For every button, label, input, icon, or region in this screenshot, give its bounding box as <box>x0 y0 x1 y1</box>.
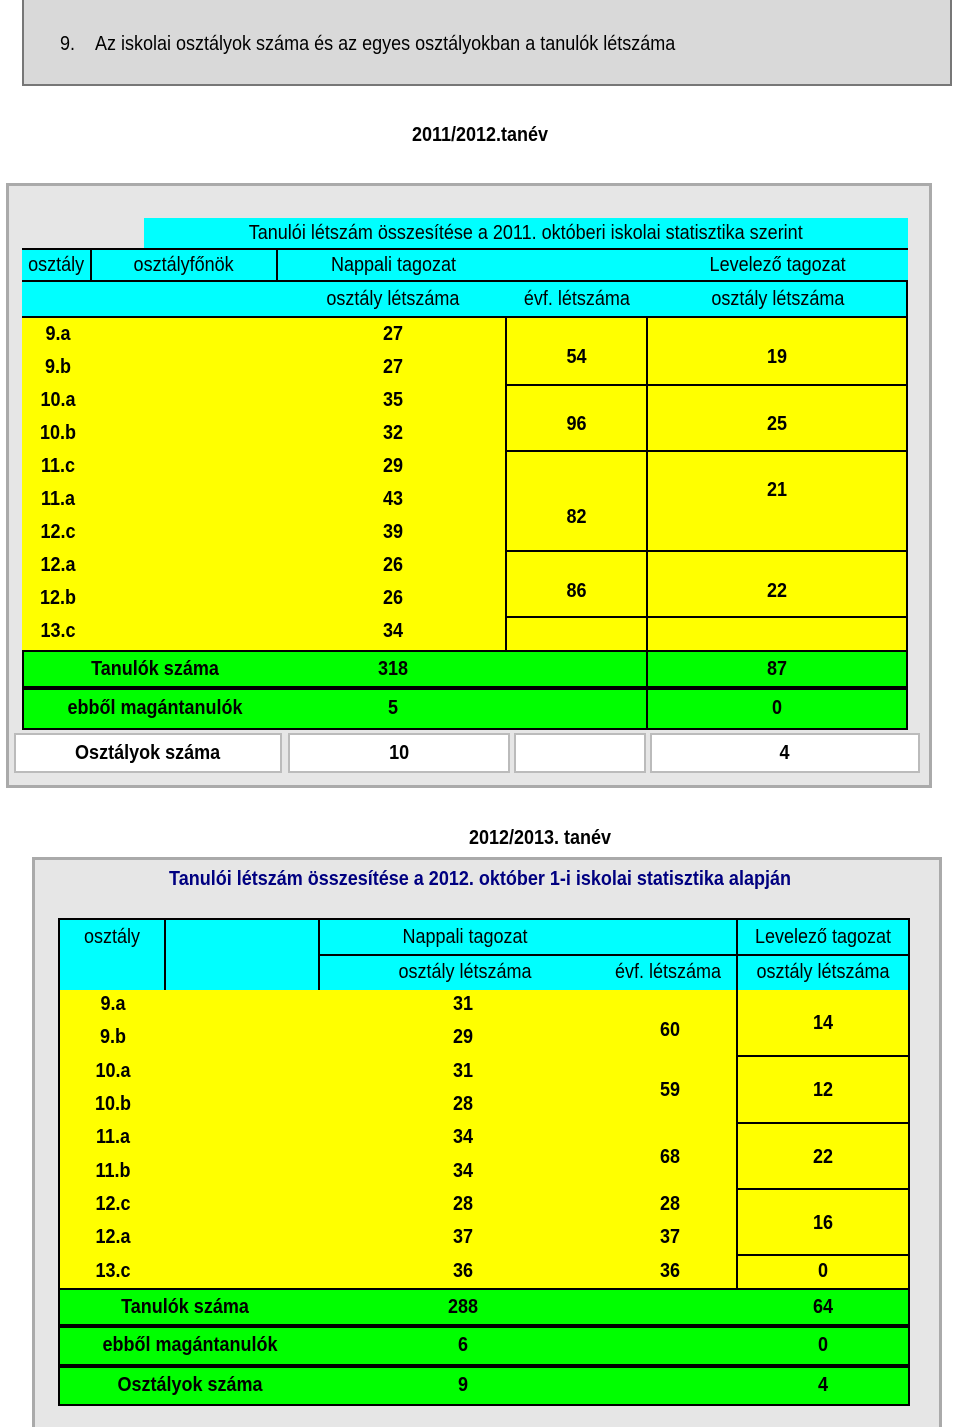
t1-osztalyok-l: 4 <box>779 741 791 764</box>
t2-evf-value: 28 <box>659 1193 681 1215</box>
t1-osztalyok-n: 10 <box>388 741 410 764</box>
t1-class-count: 26 <box>382 587 404 609</box>
t2-h-osztaly: osztály <box>83 925 141 948</box>
t2-h-nappali: Nappali tagozat <box>402 925 528 948</box>
t1-class-label: 9.a <box>45 323 71 345</box>
t1-tanulok-n: 318 <box>377 657 409 680</box>
t1-h-evf-letszam: évf. létszáma <box>523 287 630 310</box>
t1-h-lev-letszam: osztály létszáma <box>711 287 845 310</box>
t1-magan-label: ebből magántanulók <box>67 696 243 719</box>
t1-osztalyok-n-cell <box>288 733 510 773</box>
t1-vline-evf <box>505 318 507 650</box>
header-title: Az iskolai osztályok száma és az egyes osztályokban a tanulók létszáma <box>95 33 676 55</box>
t1-lev-value: 19 <box>766 346 788 368</box>
t2-lev-value: 0 <box>817 1260 829 1282</box>
t1-class-count: 27 <box>382 323 404 345</box>
t2-class-col <box>58 988 168 1288</box>
t2-class-count: 34 <box>452 1126 474 1149</box>
t1-class-count: 34 <box>382 620 404 642</box>
t1-hline-2 <box>505 450 908 452</box>
t2-h-levelezo: Levelező tagozat <box>754 925 892 948</box>
t1-class-label: 13.c <box>40 620 76 642</box>
t1-h-levelezo-cell <box>648 248 908 282</box>
t2-hline-h <box>318 954 910 956</box>
t2-count-col <box>410 988 516 1288</box>
t2-magan-l: 0 <box>817 1333 829 1356</box>
t2-osztalyok-n: 9 <box>457 1373 469 1396</box>
t1-h-ofo-cell <box>92 248 278 282</box>
t2-year: 2012/2013. tanév <box>468 827 612 849</box>
t2-magan-label: ebből magántanulók <box>102 1333 278 1356</box>
t2-vline-lev <box>736 990 738 1288</box>
t1-class-col <box>22 318 94 648</box>
t1-evf-value: 82 <box>566 506 587 528</box>
t1-class-count: 43 <box>382 488 404 510</box>
t2-evf-value: 36 <box>659 1260 681 1282</box>
t1-vline-lev <box>646 318 648 650</box>
t1-tanulok-l: 87 <box>766 657 788 680</box>
t2-tanulok-l: 64 <box>812 1295 834 1318</box>
t1-class-count: 39 <box>382 521 404 543</box>
t2-class-label: 9.a <box>100 993 126 1016</box>
t1-class-count: 29 <box>382 455 404 477</box>
t1-class-label: 10.a <box>40 389 76 411</box>
t2-class-count: 28 <box>452 1192 474 1215</box>
t2-hline-2 <box>736 1122 910 1124</box>
t1-magan-n: 5 <box>387 696 399 719</box>
t2-class-count: 28 <box>452 1093 474 1116</box>
t1-class-label: 10.b <box>39 422 77 444</box>
t2-h-evf-letszam: évf. létszáma <box>614 960 722 983</box>
t1-h-oszt-cell <box>278 282 508 316</box>
t1-class-count: 32 <box>382 422 404 444</box>
t1-hline-3 <box>505 550 908 552</box>
t1-osztalyok-empty-cell <box>514 733 646 773</box>
t1-h-osztaly-cell <box>22 248 92 282</box>
t1-h-evf-cell <box>505 282 648 316</box>
t1-year: 2011/2012.tanév <box>411 124 549 146</box>
t1-evf-value: 96 <box>566 413 587 435</box>
t2-tanulok-label: Tanulók száma <box>121 1295 249 1318</box>
t1-hline-4 <box>505 616 908 618</box>
t2-class-label: 13.c <box>95 1259 131 1282</box>
t2-class-label: 12.c <box>95 1192 131 1215</box>
t1-h-oszt-letszam: osztály létszáma <box>326 287 460 310</box>
t1-lev-value: 22 <box>766 580 788 602</box>
t1-count-col <box>340 318 446 648</box>
t2-class-count: 36 <box>452 1259 474 1282</box>
t1-vline-magan <box>646 688 648 730</box>
t2-h-lev-letszam: osztály létszáma <box>756 960 890 983</box>
t2-vline-h1 <box>164 918 166 990</box>
t1-evf-value: 86 <box>566 580 587 602</box>
t1-h-ofo: osztályfőnök <box>133 253 235 276</box>
t1-h-lev-cell <box>648 282 908 316</box>
t2-lev-value: 12 <box>812 1079 834 1101</box>
t1-class-label: 11.c <box>40 455 76 477</box>
t1-class-label: 12.b <box>39 587 77 609</box>
t2-class-label: 10.b <box>94 1093 132 1116</box>
t2-class-count: 37 <box>452 1226 474 1249</box>
t2-class-label: 12.a <box>95 1226 131 1249</box>
t1-lev-value: 21 <box>766 479 788 501</box>
header-number: 9. <box>60 33 76 55</box>
t1-h-osztaly: osztály <box>27 253 85 276</box>
t2-lev-value: 22 <box>812 1146 834 1168</box>
t2-lev-value: 14 <box>812 1012 834 1034</box>
t1-class-label: 12.a <box>40 554 76 576</box>
t2-class-count: 34 <box>452 1159 474 1182</box>
t1-class-count: 27 <box>382 356 404 378</box>
t1-evf-value: 54 <box>566 346 587 368</box>
t1-class-label: 9.b <box>44 356 72 378</box>
t2-class-count: 31 <box>452 993 474 1016</box>
t2-h-oszt-letszam: osztály létszáma <box>398 960 532 983</box>
t1-osztalyok-label: Osztályok száma <box>75 741 221 764</box>
t1-class-label: 12.c <box>40 521 76 543</box>
t2-class-label: 9.b <box>99 1026 127 1049</box>
t2-hline-3 <box>736 1188 910 1190</box>
t2-hline-1 <box>736 1055 910 1057</box>
t2-hline-4 <box>736 1254 910 1256</box>
t1-osztalyok-l-cell <box>650 733 920 773</box>
t2-evf-value: 59 <box>659 1079 681 1101</box>
t2-title: Tanulói létszám összesítése a 2012. október 1-i iskolai statisztika alapján <box>169 868 791 890</box>
t2-class-count: 29 <box>452 1026 474 1049</box>
t2-class-count: 31 <box>452 1059 474 1082</box>
t2-evf-value: 37 <box>659 1226 681 1248</box>
t1-title: Tanulói létszám összesítése a 2011. októberi iskolai statisztika szerint <box>249 221 803 244</box>
t1-lev-value: 25 <box>766 413 788 435</box>
t1-class-label: 11.a <box>40 488 76 510</box>
t1-class-count: 26 <box>382 554 404 576</box>
t1-h-nappali-cell <box>278 248 508 282</box>
t2-class-label: 11.b <box>95 1159 131 1182</box>
t1-class-count: 35 <box>382 389 404 411</box>
t2-lev-value: 16 <box>812 1212 834 1234</box>
t2-tanulok-n: 288 <box>447 1295 479 1318</box>
t1-tanulok-label: Tanulók száma <box>91 657 219 680</box>
t1-title-row <box>144 218 908 248</box>
t2-class-label: 11.a <box>95 1126 131 1149</box>
t1-h-nappali: Nappali tagozat <box>330 253 456 276</box>
t2-evf-value: 68 <box>659 1146 681 1168</box>
t1-hline-1 <box>505 384 908 386</box>
t1-osztalyok-label-cell <box>14 733 282 773</box>
t2-class-label: 10.a <box>95 1059 131 1082</box>
t2-magan-n: 6 <box>457 1333 469 1356</box>
t2-evf-value: 60 <box>659 1019 681 1041</box>
t2-osztalyok-l: 4 <box>817 1373 829 1396</box>
t2-osztalyok-label: Osztályok száma <box>117 1373 263 1396</box>
t1-magan-l: 0 <box>771 696 783 719</box>
t1-h-levelezo: Levelező tagozat <box>709 253 847 276</box>
